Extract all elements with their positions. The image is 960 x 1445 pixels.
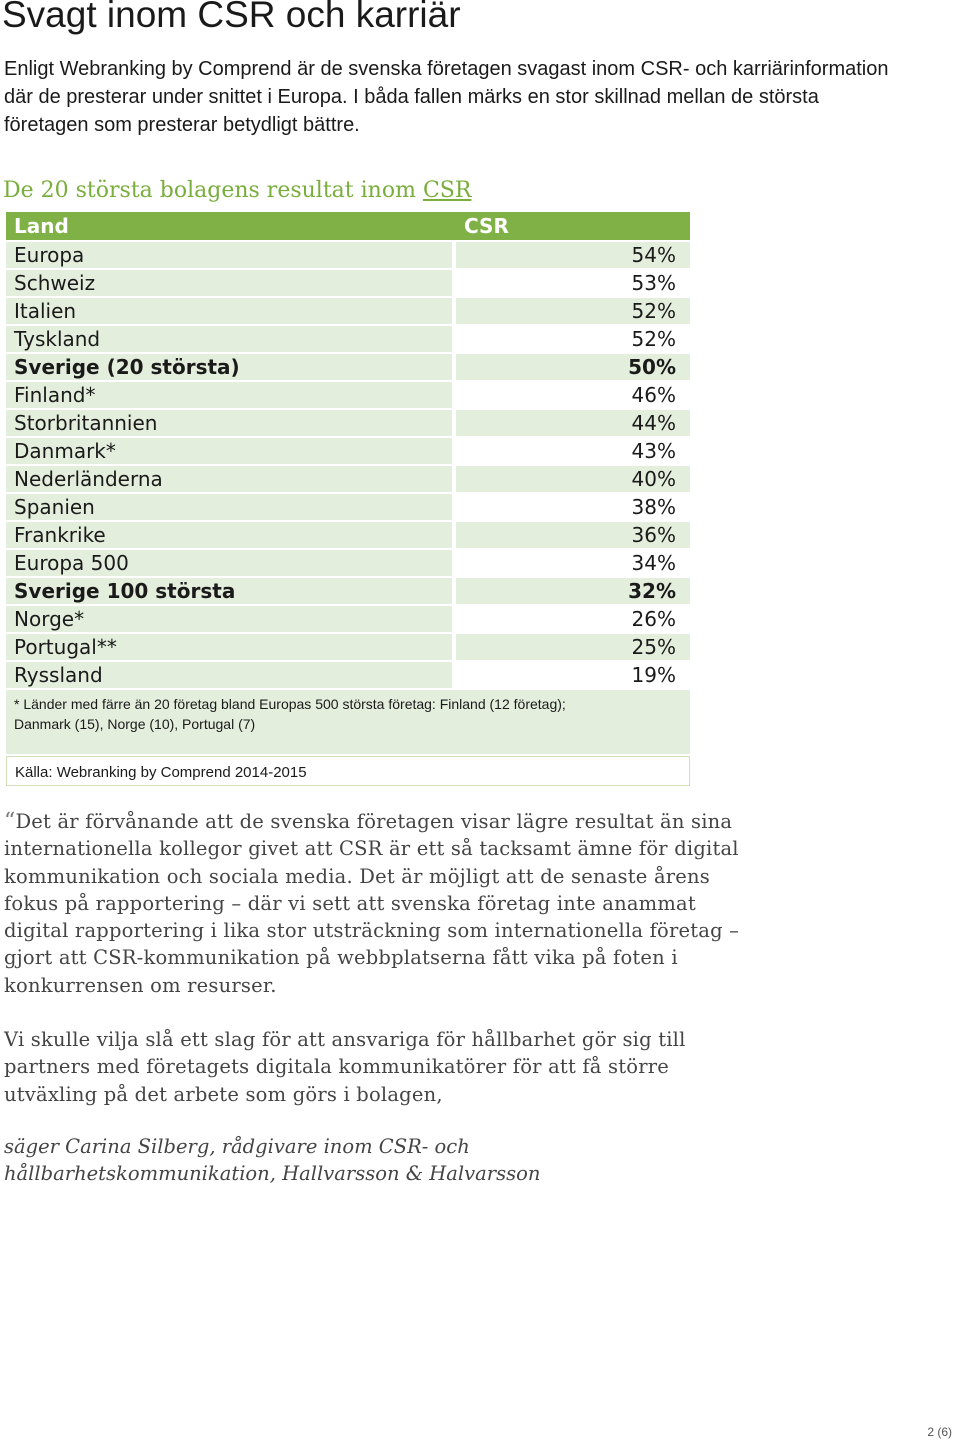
row-land: Danmark*	[6, 438, 456, 466]
intro-paragraph: Enligt Webranking by Comprend är de svenska företagen svagast inom CSR- och karriärinformation där de presterar under snittet i Europa. I båda fallen märks en stor skillnad mellan de största företagen som presterar betydligt bättre.	[4, 58, 889, 136]
table-caption	[3, 178, 471, 203]
row-land: Ryssland	[6, 662, 456, 690]
quote-text: Det är förvånande att de svenska företagen visar lägre resultat än sina internationella kollegor givet att CSR är ett så tacksamt ämne för digital kommunikation och sociala media. Det är möjligt att de senaste årens fokus på rapportering – där vi sett att svenska företag inte anammat digital rapportering i lika stor utsträckning som internationella företag – gjort att CSR-kommunikation på webbplatserna fått vika på foten i konkurrensen om resurser.	[4, 810, 740, 997]
row-land: Finland*	[6, 382, 456, 410]
page-title: Svagt inom CSR och karriär	[2, 0, 461, 35]
table-row	[6, 270, 690, 298]
quote-mark: “	[4, 809, 16, 834]
table-row	[6, 410, 690, 438]
table-row	[6, 298, 690, 326]
footnote-line-2: Danmark (15), Norge (10), Portugal (7)	[14, 716, 256, 732]
header-land: Land	[6, 212, 456, 242]
row-csr: 50%	[456, 354, 690, 382]
row-csr: 43%	[456, 438, 690, 466]
row-csr: 25%	[456, 634, 690, 662]
table-row	[6, 242, 690, 270]
table-caption-text: De 20 största bolagens resultat inom	[3, 178, 423, 203]
table-row	[6, 382, 690, 410]
row-csr: 38%	[456, 494, 690, 522]
row-csr: 54%	[456, 242, 690, 270]
row-land: Tyskland	[6, 326, 456, 354]
table-row	[6, 494, 690, 522]
table-row	[6, 606, 690, 634]
table-footnote	[6, 690, 690, 756]
source-row	[6, 756, 690, 786]
row-land: Spanien	[6, 494, 456, 522]
row-csr: 53%	[456, 270, 690, 298]
table-row	[6, 578, 690, 606]
row-land: Sverige 100 största	[6, 578, 456, 606]
table-caption-link[interactable]: CSR	[422, 178, 472, 203]
row-csr: 40%	[456, 466, 690, 494]
row-land: Norge*	[6, 606, 456, 634]
header-csr: CSR	[456, 212, 690, 242]
row-land: Nederländerna	[6, 466, 456, 494]
row-csr: 32%	[456, 578, 690, 606]
table-row	[6, 662, 690, 690]
row-csr: 52%	[456, 326, 690, 354]
table-row	[6, 634, 690, 662]
quote-paragraph-2: Vi skulle vilja slå ett slag för att ansvariga för hållbarhet gör sig till partners med företagets digitala kommunikatörer för att få större utväxling på det arbete som görs i bolagen,	[4, 1028, 686, 1106]
row-csr: 19%	[456, 662, 690, 690]
table-row	[6, 326, 690, 354]
row-land: Italien	[6, 298, 456, 326]
footnote-line-1: * Länder med färre än 20 företag bland Europas 500 största företag: Finland (12 företag);	[14, 696, 566, 712]
quote-attribution: säger Carina Silberg, rådgivare inom CSR- och hållbarhetskommunikation, Hallvarsson & Halvarsson	[4, 1135, 541, 1186]
table-header-row	[6, 212, 690, 242]
table-row	[6, 550, 690, 578]
row-land: Frankrike	[6, 522, 456, 550]
row-land: Europa 500	[6, 550, 456, 578]
row-csr: 26%	[456, 606, 690, 634]
footnote-row	[6, 690, 690, 756]
row-csr: 34%	[456, 550, 690, 578]
row-land: Sverige (20 största)	[6, 354, 456, 382]
table-row	[6, 466, 690, 494]
row-csr: 46%	[456, 382, 690, 410]
row-csr: 36%	[456, 522, 690, 550]
table-source: Källa: Webranking by Comprend 2014-2015	[6, 756, 690, 786]
row-land: Europa	[6, 242, 456, 270]
row-csr: 52%	[456, 298, 690, 326]
csr-results-table	[6, 212, 690, 786]
row-land: Portugal**	[6, 634, 456, 662]
table-row	[6, 522, 690, 550]
table-row	[6, 438, 690, 466]
page-number: 2 (6)	[927, 1425, 952, 1439]
row-land: Schweiz	[6, 270, 456, 298]
quote-paragraph	[4, 808, 764, 999]
row-csr: 44%	[456, 410, 690, 438]
row-land: Storbritannien	[6, 410, 456, 438]
table-row	[6, 354, 690, 382]
